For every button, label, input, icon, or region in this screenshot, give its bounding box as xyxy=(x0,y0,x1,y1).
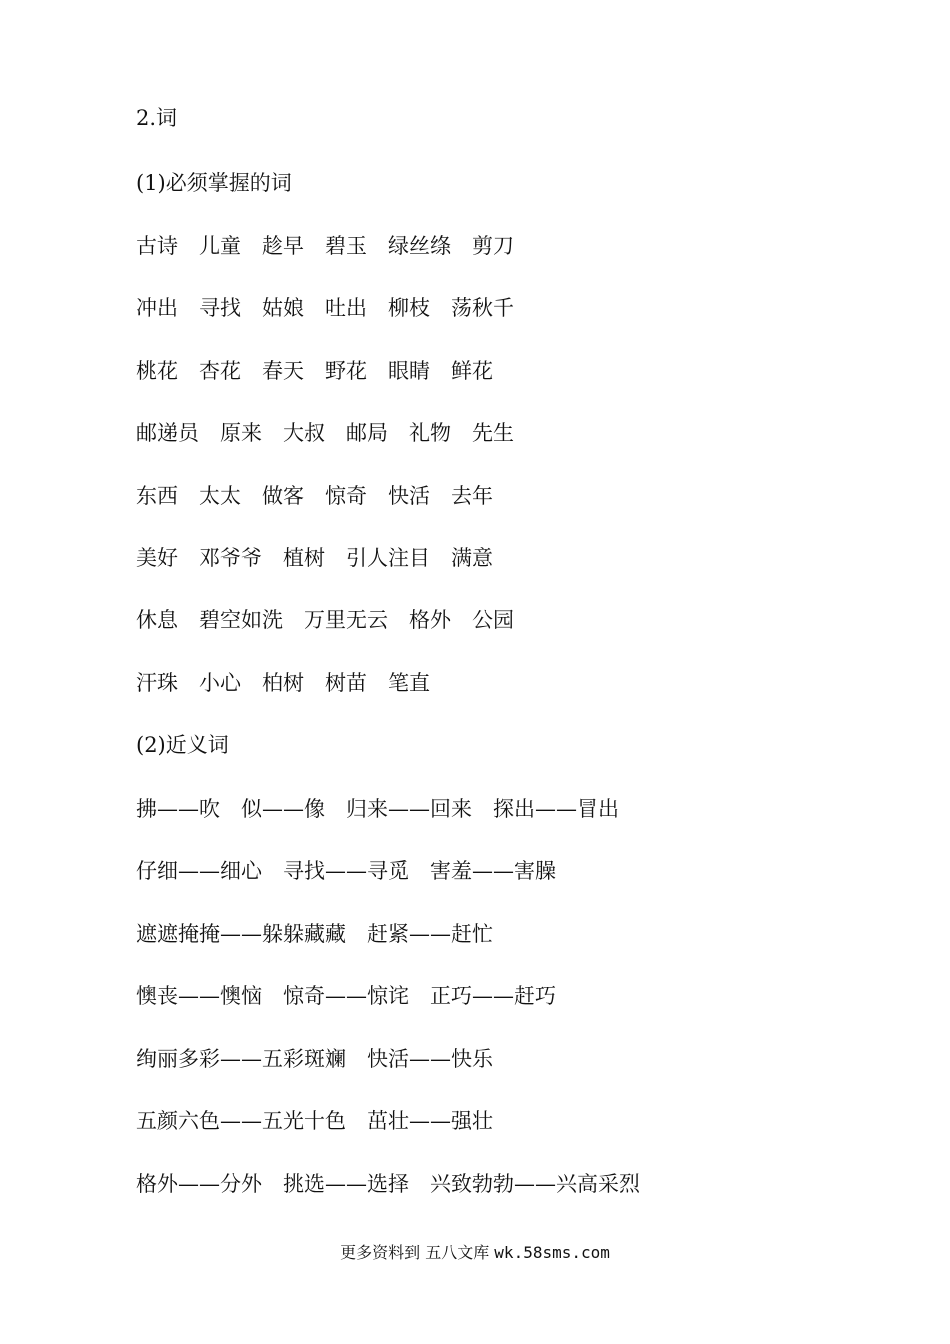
footer-text: 更多资料到 五八文库 xyxy=(340,1243,490,1262)
synonym-line-4: 懊丧——懊恼 惊奇——惊诧 正巧——赶巧 xyxy=(136,984,556,1008)
word-line-6: 美好 邓爷爷 植树 引人注目 满意 xyxy=(136,546,493,570)
page-footer xyxy=(0,1242,950,1264)
synonym-line-7: 格外——分外 挑选——选择 兴致勃勃——兴高采烈 xyxy=(136,1172,640,1196)
word-line-4: 邮递员 原来 大叔 邮局 礼物 先生 xyxy=(136,421,514,445)
word-line-5: 东西 太太 做客 惊奇 快活 去年 xyxy=(136,484,493,508)
synonym-line-6: 五颜六色——五光十色 茁壮——强壮 xyxy=(136,1109,493,1133)
subheading-synonyms: (2)近义词 xyxy=(136,733,229,757)
word-line-3: 桃花 杏花 春天 野花 眼睛 鲜花 xyxy=(136,359,493,383)
synonym-line-2: 仔细——细心 寻找——寻觅 害羞——害臊 xyxy=(136,859,556,883)
word-line-7: 休息 碧空如洗 万里无云 格外 公园 xyxy=(136,608,514,632)
synonym-line-1: 拂——吹 似——像 归来——回来 探出——冒出 xyxy=(136,797,619,821)
section-heading: 2.词 xyxy=(136,106,178,130)
synonym-line-3: 遮遮掩掩——躲躲藏藏 赶紧——赶忙 xyxy=(136,922,493,946)
synonym-line-5: 绚丽多彩——五彩斑斓 快活——快乐 xyxy=(136,1047,493,1071)
footer-link[interactable]: wk.58sms.com xyxy=(494,1243,610,1262)
word-line-8: 汗珠 小心 柏树 树苗 笔直 xyxy=(136,671,430,695)
subheading-must-learn: (1)必须掌握的词 xyxy=(136,171,292,195)
word-line-1: 古诗 儿童 趁早 碧玉 绿丝绦 剪刀 xyxy=(136,234,514,258)
word-line-2: 冲出 寻找 姑娘 吐出 柳枝 荡秋千 xyxy=(136,296,514,320)
